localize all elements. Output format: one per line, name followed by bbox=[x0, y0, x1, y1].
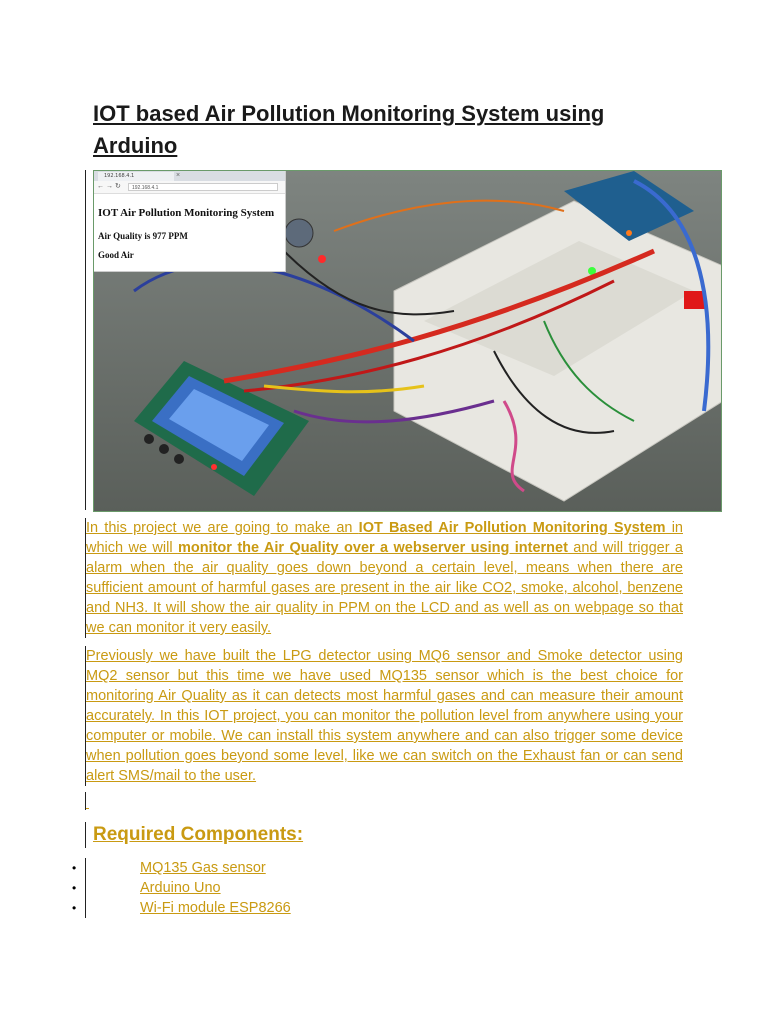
browser-urlbar bbox=[94, 181, 285, 194]
left-rule bbox=[85, 170, 86, 510]
bullet-icon: • bbox=[72, 881, 77, 895]
button bbox=[144, 434, 154, 444]
browser-screenshot-inset bbox=[94, 171, 286, 272]
led bbox=[211, 464, 217, 470]
component-link[interactable]: Wi-Fi module ESP8266 bbox=[140, 900, 291, 916]
led bbox=[626, 230, 632, 236]
close-icon: × bbox=[176, 172, 181, 179]
empty-link bbox=[86, 808, 89, 809]
intro-text: in which we will bbox=[86, 520, 683, 556]
components-heading: Required Components: bbox=[93, 824, 304, 845]
intro-text: In this project we are going to make an bbox=[86, 520, 359, 536]
left-rule bbox=[85, 822, 86, 848]
bullet-icon: • bbox=[72, 861, 77, 875]
browser-heading: IOT Air Pollution Monitoring System bbox=[98, 207, 275, 219]
intro-bold-link[interactable]: monitor the Air Quality over a webserver using internet bbox=[177, 540, 568, 556]
browser-url: 192.168.4.1 bbox=[128, 183, 278, 191]
previous-paragraph[interactable]: Previously we have built the LPG detector using MQ6 sensor and Smoke detector using MQ2 sensor but this time we have used MQ135 sensor which is the best choice for monitoring Air Quality as it can detects most harmful gases and can measure their amount accurately. In this IOT project, you can monitor the pollution level from anywhere using your computer or mobile. We can install this system anywhere and can also trigger some device when pollution goes beyond some level, like we can switch on the Exhaust fan or can send alert SMS/mail to the user. bbox=[86, 648, 683, 784]
bullet-icon: • bbox=[72, 901, 77, 915]
browser-tabbar bbox=[94, 171, 285, 181]
nav-arrows-icon: ←→↻ bbox=[97, 183, 123, 190]
browser-air-quality: Air Quality is 977 PPM bbox=[98, 231, 188, 241]
browser-status: Good Air bbox=[98, 250, 134, 260]
project-photo bbox=[93, 170, 722, 512]
component-link[interactable]: Arduino Uno bbox=[140, 880, 221, 896]
button bbox=[174, 454, 184, 464]
intro-text: and will trigger a alarm when the air quality goes down beyond a certain level, means when there are sufficient amount of harmful gases are present in the air like CO2, smoke, alcohol, benzene and NH3. It will show the air quality in PPM on the LCD and as well as on webpage so that we can monitor it very easily. bbox=[86, 540, 684, 636]
gas-sensor bbox=[285, 219, 313, 247]
intro-paragraph[interactable] bbox=[85, 518, 683, 638]
browser-tab: 192.168.4.1 bbox=[98, 172, 174, 181]
button bbox=[159, 444, 169, 454]
left-rule bbox=[85, 858, 86, 918]
led bbox=[318, 255, 326, 263]
page-title: IOT based Air Pollution Monitoring System using Arduino bbox=[93, 101, 605, 158]
intro-bold-link[interactable]: IOT Based Air Pollution Monitoring System bbox=[358, 520, 666, 536]
component-link[interactable]: MQ135 Gas sensor bbox=[140, 860, 266, 876]
